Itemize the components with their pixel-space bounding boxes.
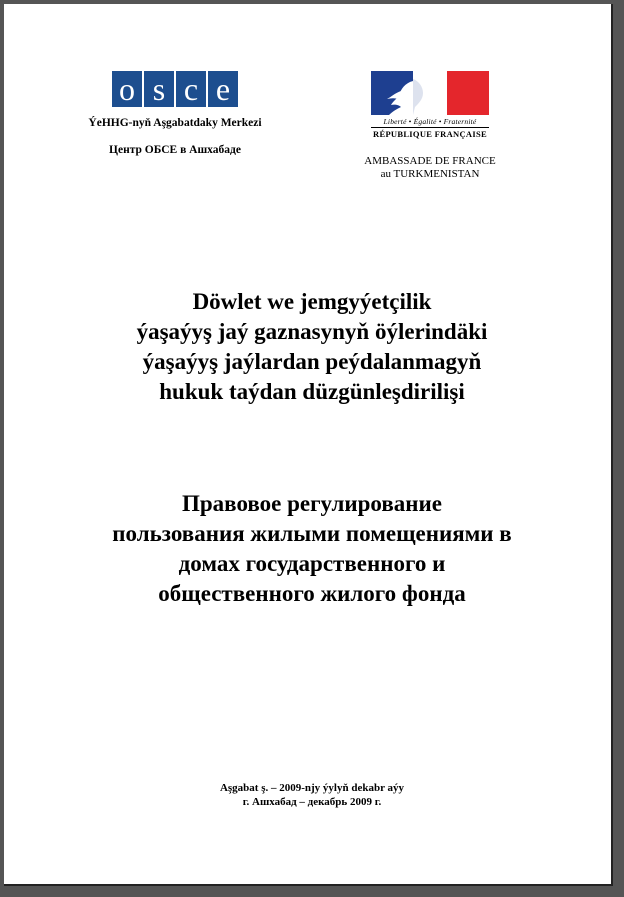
logo-red-band	[447, 71, 489, 115]
osce-logo-letter: s	[144, 71, 174, 107]
title-turkmen-line: ýaşaýyş jaý gaznasynyň öýlerindäki	[136, 319, 488, 344]
osce-centre-name-turkmen: ÝeHHG-nyň Aşgabatdaky Merkezi	[88, 117, 262, 129]
title-russian	[0, 489, 624, 609]
title-turkmen-line: ýaşaýyş jaýlardan peýdalanmagyň	[142, 349, 482, 374]
title-russian-line: Правовое регулирование	[182, 491, 442, 516]
title-russian-line: домах государственного и	[178, 551, 446, 576]
marianne-profile-icon	[371, 71, 413, 115]
osce-logo-letter: e	[208, 71, 238, 107]
place-date-turkmen: Aşgabat ş. – 2009-njy ýylyň dekabr aýy	[219, 782, 405, 794]
logo-divider	[371, 127, 489, 128]
title-turkmen	[0, 287, 624, 407]
republic-name: RÉPUBLIQUE FRANÇAISE	[373, 129, 487, 139]
embassy-name-line1: AMBASSADE DE FRANCE	[364, 155, 496, 167]
title-turkmen-line: Döwlet we jemgyýetçilik	[192, 289, 432, 314]
title-turkmen-line: hukuk taýdan düzgünleşdirilişi	[159, 379, 465, 404]
title-russian-line: пользования жилыми помещениями в	[112, 521, 512, 546]
marianne-face-icon	[413, 71, 447, 115]
place-date-russian: г. Ашхабад – декабрь 2009 г.	[242, 796, 382, 808]
osce-logo	[111, 71, 239, 107]
logo-white-band	[413, 71, 447, 115]
marianne-logo	[371, 71, 489, 115]
osce-logo-letter: o	[112, 71, 142, 107]
osce-centre-name-russian: Центр ОБСЕ в Ашхабаде	[109, 144, 241, 156]
embassy-name-line2: au TURKMENISTAN	[380, 168, 480, 180]
logo-blue-band	[371, 71, 413, 115]
place-date-footer	[0, 781, 624, 809]
osce-block	[80, 71, 270, 156]
osce-logo-letter: c	[176, 71, 206, 107]
republic-motto: Liberté • Égalité • Fraternité	[383, 117, 477, 126]
france-block	[330, 71, 530, 180]
title-russian-line: общественного жилого фонда	[158, 581, 466, 606]
